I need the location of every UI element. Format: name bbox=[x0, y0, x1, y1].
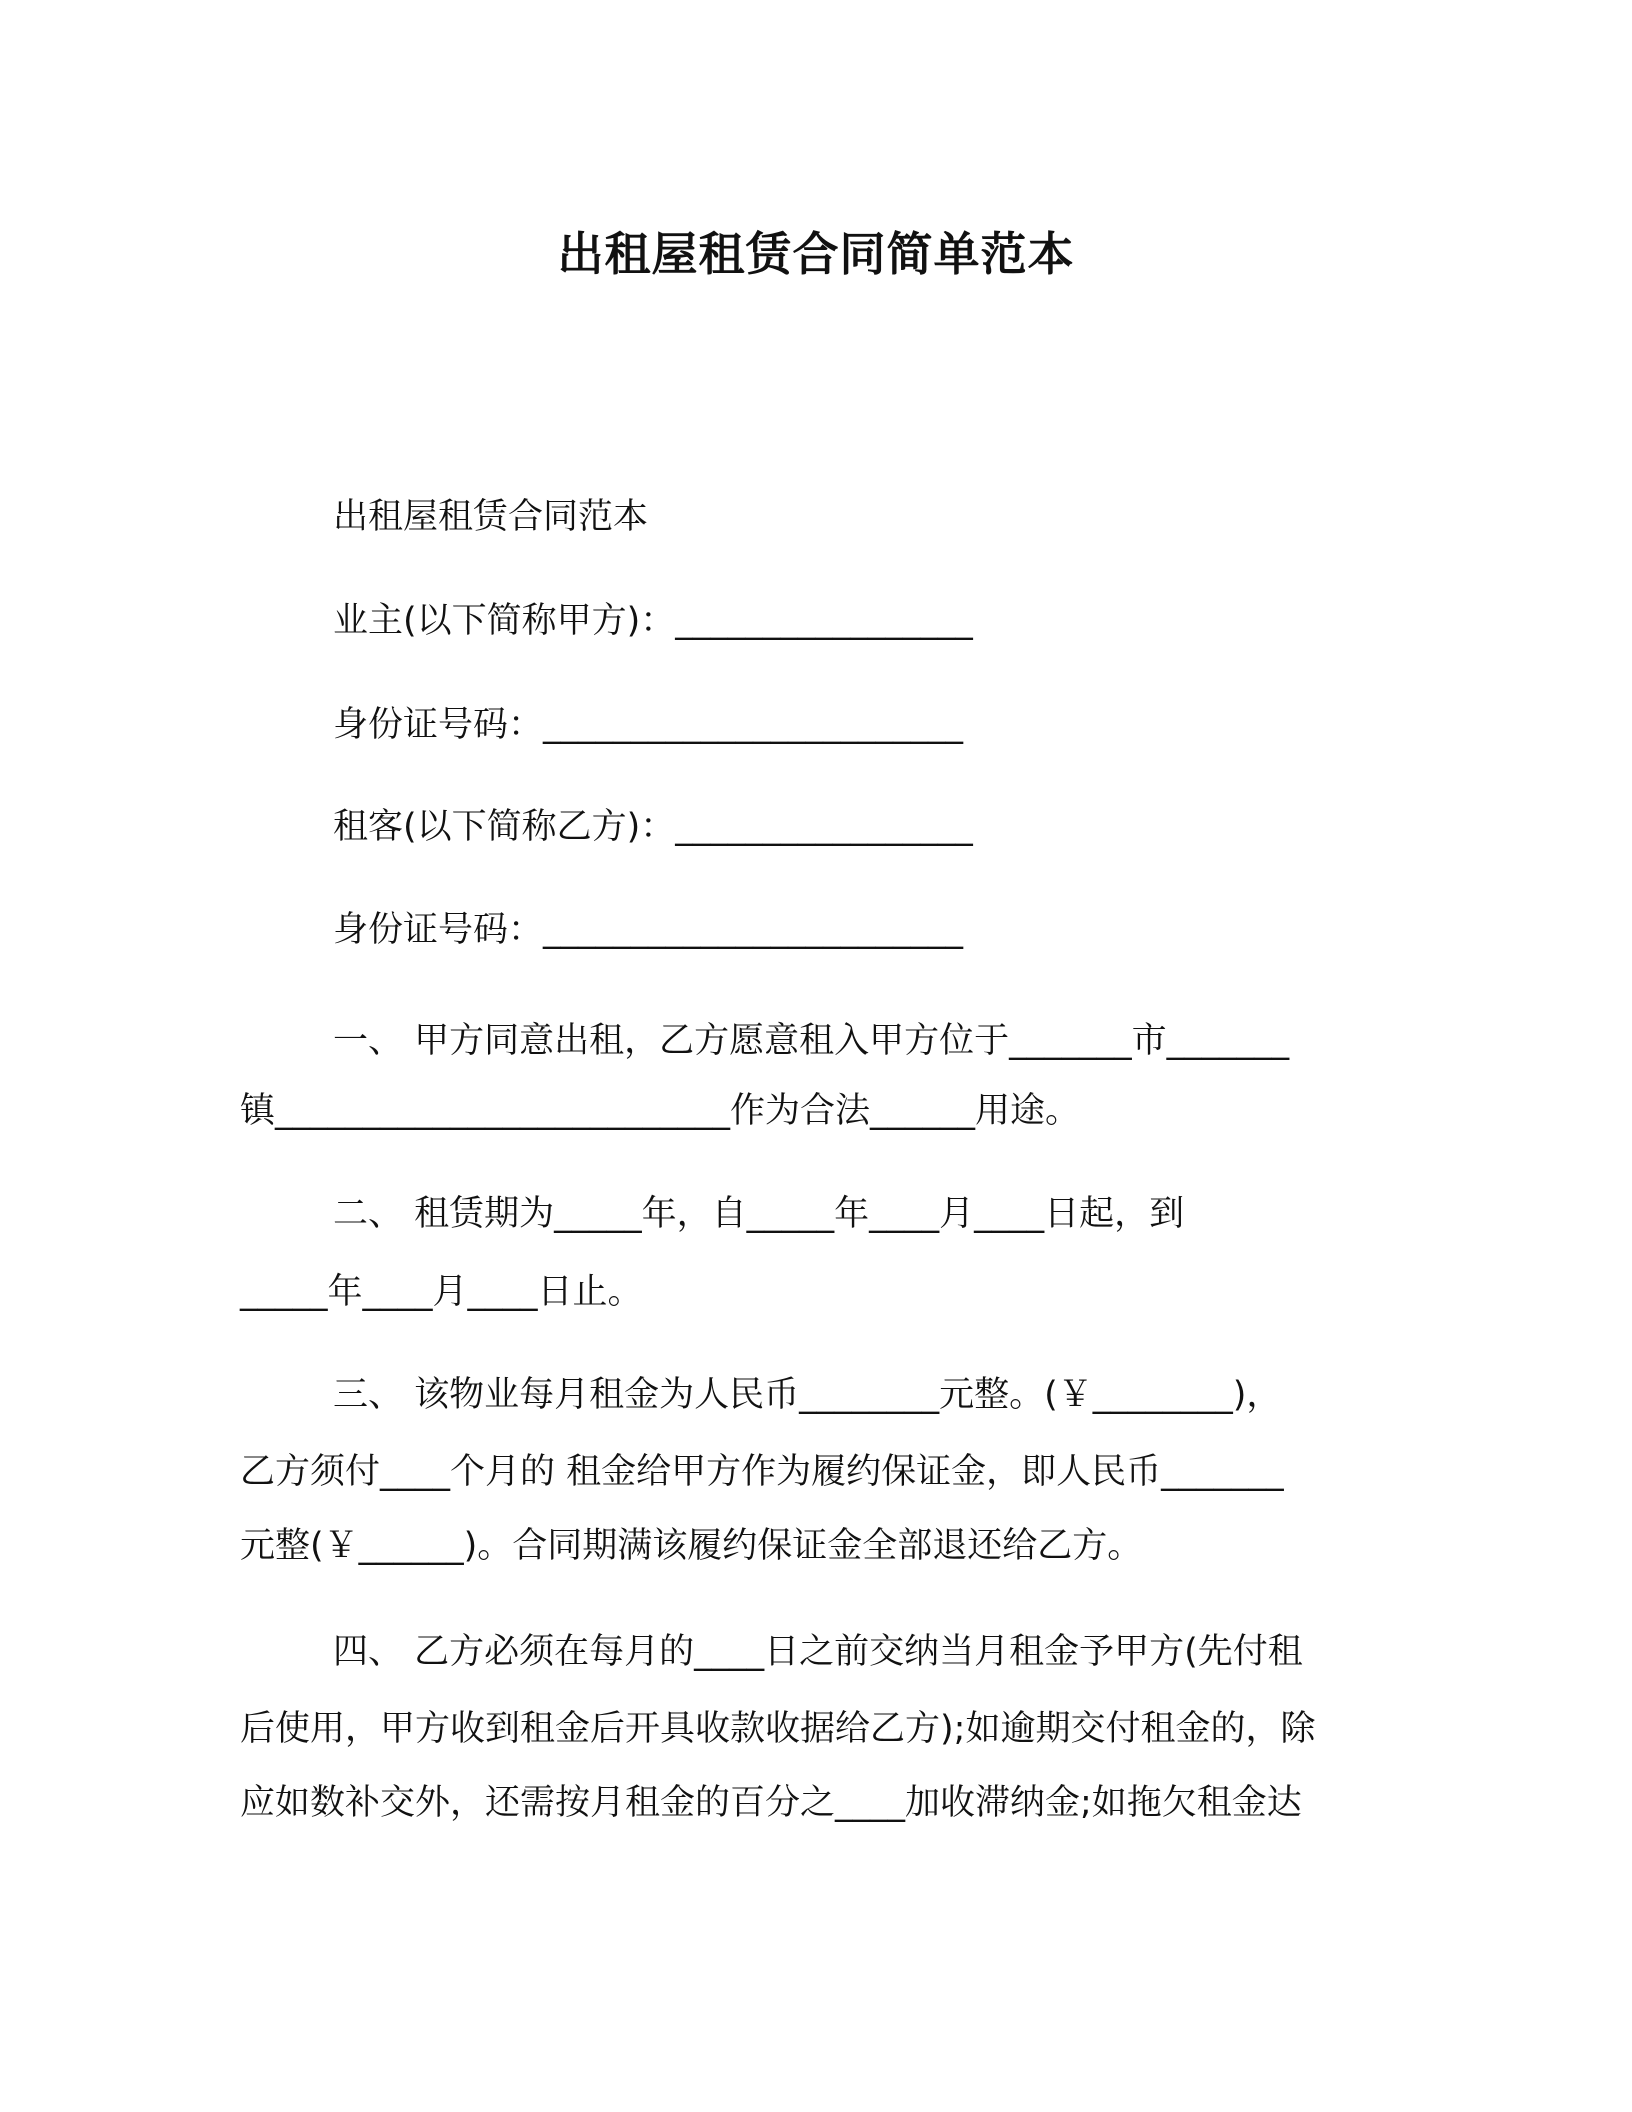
clause-3-line-1: 三、 该物业每月租金为人民币________元整。(￥________)， bbox=[333, 1375, 1282, 1415]
clause-4-line-2: 后使用，甲方收到租金后开具收款收据给乙方);如逾期交付租金的，除 bbox=[240, 1709, 1316, 1749]
party-b-line: 租客(以下简称乙方)：_________________ bbox=[333, 807, 973, 847]
clause-2-line-2: _____年____月____日止。 bbox=[240, 1272, 643, 1312]
party-a-id-line: 身份证号码：________________________ bbox=[333, 705, 964, 745]
clause-4-line-1: 四、 乙方必须在每月的____日之前交纳当月租金予甲方(先付租 bbox=[333, 1632, 1303, 1672]
clause-3-line-2: 乙方须付____个月的 租金给甲方作为履约保证金，即人民币_______ bbox=[240, 1452, 1284, 1492]
clause-1-line-1: 一、 甲方同意出租，乙方愿意租入甲方位于_______市_______ bbox=[333, 1021, 1290, 1061]
clause-4-line-3: 应如数补交外，还需按月租金的百分之____加收滞纳金;如拖欠租金达 bbox=[240, 1783, 1302, 1823]
document-title: 出租屋租赁合同简单范本 bbox=[557, 227, 1075, 281]
clause-3-line-3: 元整(￥______)。合同期满该履约保证金全部退还给乙方。 bbox=[240, 1526, 1143, 1566]
party-a-line: 业主(以下简称甲方)：_________________ bbox=[333, 601, 973, 641]
document-subtitle: 出租屋租赁合同范本 bbox=[333, 497, 649, 537]
clause-2-line-1: 二、 租赁期为_____年，自_____年____月____日起，到 bbox=[333, 1194, 1185, 1234]
clause-1-line-2: 镇__________________________作为合法______用途。 bbox=[240, 1091, 1081, 1131]
party-b-id-line: 身份证号码：________________________ bbox=[333, 910, 964, 950]
